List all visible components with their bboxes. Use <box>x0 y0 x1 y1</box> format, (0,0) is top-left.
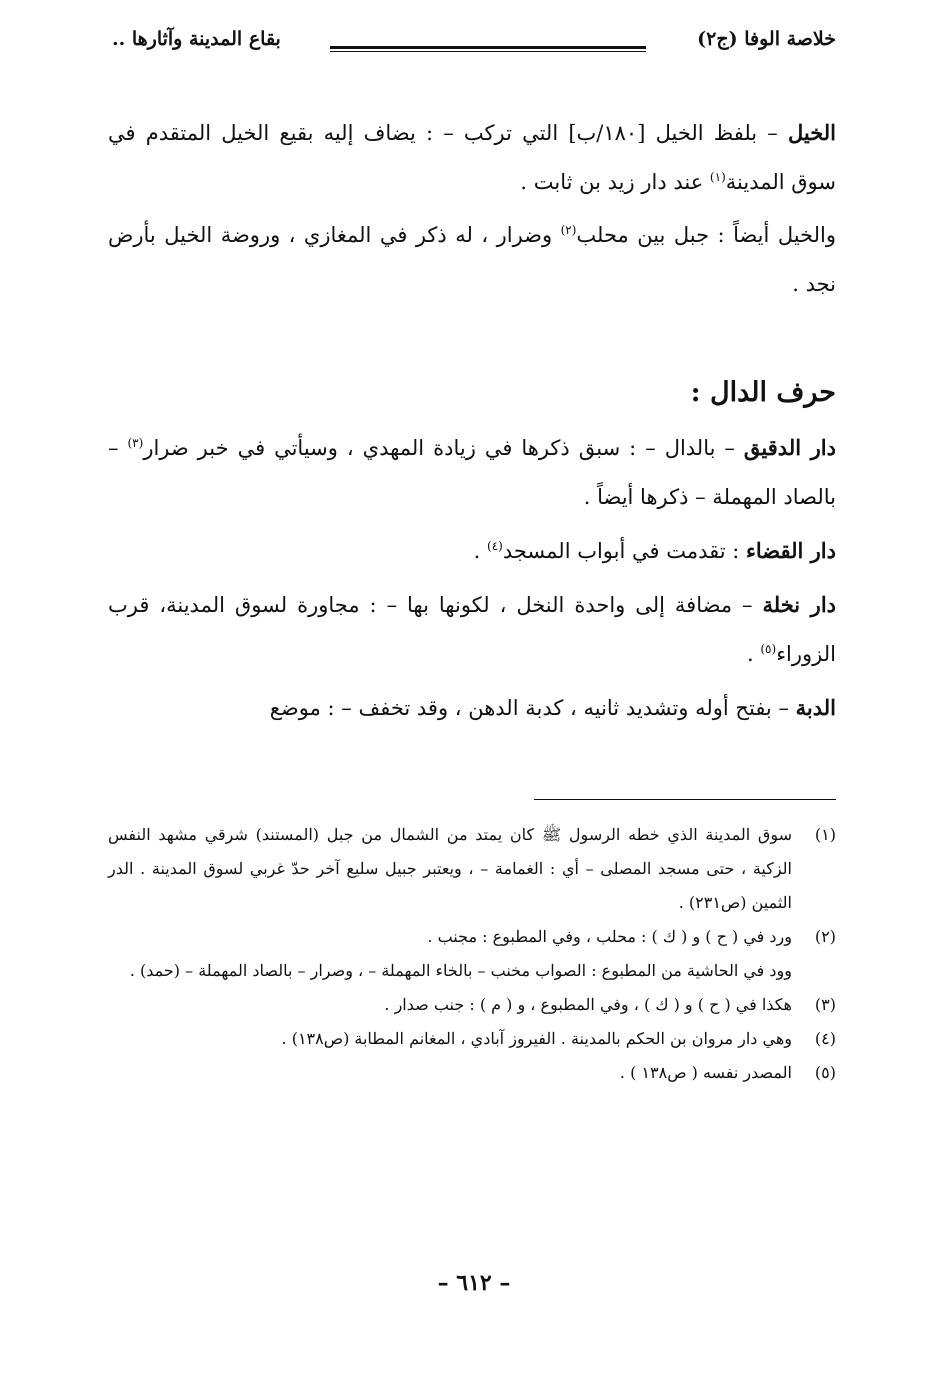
footnote-ref: (٢) <box>560 223 577 237</box>
footnote-number: (٥) <box>814 1063 836 1082</box>
entry-keyword: الدبة <box>795 695 836 720</box>
section-heading: حرف الدال : <box>690 377 836 408</box>
footnote-ref: (٣) <box>127 436 144 450</box>
entry-khayl <box>108 108 836 207</box>
footnote-5 <box>108 1056 836 1090</box>
entry-text: – مضافة إلى واحدة النخل ، لكونها بها – : مجاورة لسوق المدينة، قرب الزوراء <box>108 593 836 666</box>
entry-text: – بالدال – : سبق ذكرها في زيادة المهدي ، وسيأتي في خبر ضرار <box>143 436 744 460</box>
entry-text-tail: وضرار ، له ذكر في المغازي ، وروضة الخيل بأرض نجد . <box>108 223 836 296</box>
footnote-separator <box>534 799 836 800</box>
footnote-text: وهي دار مروان بن الحكم بالمدينة . الفيروز آبادي ، المغانم المطابة (ص١٣٨) . <box>281 1029 792 1048</box>
footnote-number: (٣) <box>814 995 836 1014</box>
entry-text-tail: . <box>473 539 488 563</box>
footnote-ref: (١) <box>709 170 726 184</box>
entry-dar-nakhla <box>108 580 836 679</box>
entry-text: – بلفظ الخيل [١٨٠/ب] التي تركب – : يضاف إليه بقيع الخيل المتقدم في سوق المدينة <box>108 121 836 194</box>
entry-keyword: الخيل <box>787 120 836 145</box>
footnote-text: هكذا في ( ح ) و ( ك ) ، وفي المطبوع ، و ( م ) : جنب صدار . <box>384 995 792 1014</box>
footnote-number: (١) <box>814 825 836 844</box>
entry-keyword: دار الدقيق <box>743 435 836 460</box>
footnote-ref: (٥) <box>760 642 777 656</box>
footnote-text: المصدر نفسه ( ص١٣٨ ) . <box>619 1063 792 1082</box>
footnote-number: (٤) <box>814 1029 836 1048</box>
entry-text-tail: – بالصاد المهملة – ذكرها أيضاً . <box>108 436 836 509</box>
book-title: خلاصة الوفا (ج٢) <box>697 28 836 50</box>
entry-dar-qada <box>108 526 836 576</box>
entry-text-tail: عند دار زيد بن ثابت . <box>520 170 710 194</box>
entry-dar-daqiq <box>108 423 836 522</box>
entry-keyword: دار القضاء <box>746 538 836 563</box>
entry-text: : تقدمت في أبواب المسجد <box>502 539 747 563</box>
footnote-4 <box>108 1022 836 1056</box>
entry-keyword: دار نخلة <box>762 592 837 617</box>
footnote-text: سوق المدينة الذي خطه الرسول ﷺ كان يمتد من الشمال من جبل (المستند) شرقي مشهد النفس الزكية ، حتى مسجد المصلى – أي : الغمامة – ، ويعتبر جبيل سليع آخر حدّ غربي لسوق المدينة . الدر الثمين (ص٢٣١) . <box>108 825 792 912</box>
page-number: – ٦١٢ – <box>437 1270 511 1296</box>
running-header <box>112 26 836 66</box>
entry-text: – بفتح أوله وتشديد ثانيه ، كدبة الدهن ، وقد تخفف – : موضع <box>269 696 796 720</box>
entry-text: والخيل أيضاً : جبل بين محلب <box>576 223 836 247</box>
footnote-text: ورد في ( ح ) و ( ك ) : محلب ، وفي المطبوع : مجنب . <box>427 927 792 946</box>
footnote-2-continuation: وود في الحاشية من المطبوع : الصواب مخنب – بالخاء المهملة – ، وصرار – بالصاد المهملة – (حمد) . <box>129 961 792 980</box>
footnote-number: (٢) <box>814 927 836 946</box>
entry-text-tail: . <box>747 642 761 666</box>
footnotes <box>108 818 836 1090</box>
footnote-3 <box>108 988 836 1022</box>
header-rule <box>330 46 646 52</box>
entry-dabba <box>108 683 836 733</box>
footnote-2 <box>108 920 836 954</box>
chapter-title: بقاع المدينة وآثارها .. <box>112 28 281 50</box>
entry-khayl-mountain <box>108 211 836 309</box>
footnote-1 <box>108 818 836 920</box>
main-text <box>108 108 836 733</box>
footnote-ref: (٤) <box>487 539 503 553</box>
